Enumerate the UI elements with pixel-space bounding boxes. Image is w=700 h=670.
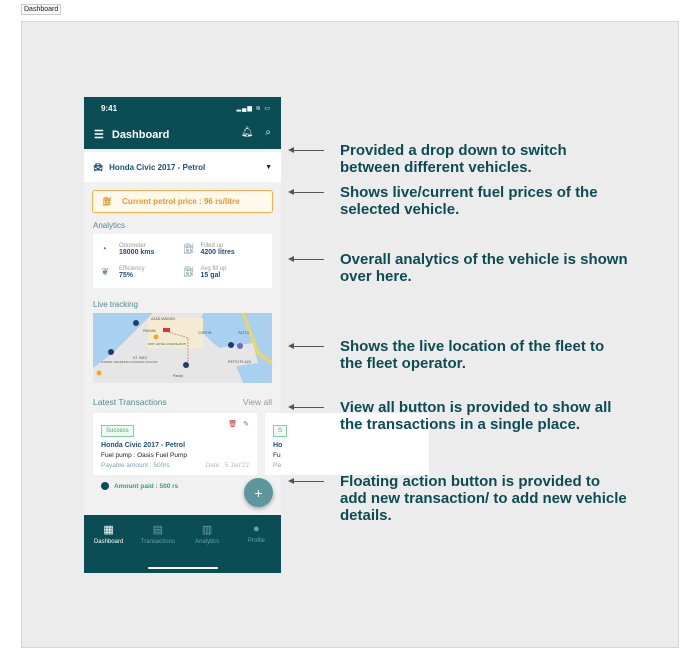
transaction-pump: Fu [273,452,281,459]
map-label: Panaji [173,374,183,378]
bell-icon[interactable]: 🔔︎ [240,127,254,138]
coin-icon [101,482,109,490]
fuel-pump-icon: ⛽︎ [182,244,196,255]
vehicle-selected: Honda Civic 2017 - Petrol [109,162,206,172]
live-map[interactable] [93,313,272,383]
search-icon[interactable]: ⌕ [265,127,271,138]
stat-value: 75% [119,272,134,279]
map-label: CAMPAL NAVKETAN HOUSING COLONY [101,360,158,364]
annotation-text: Provided a drop down to switch between different vehicles. [340,142,567,176]
app-header [84,97,281,149]
map-label: AZAD MAIDAN [151,317,175,321]
amount-paid: Amount paid : 500 rs [114,482,179,490]
fuel-price-banner [92,190,273,213]
nav-transactions[interactable] [133,523,182,573]
nav-label: Transactions [140,539,175,545]
fuel-price-text: Current petrol price : 96 rs/litre [122,197,240,206]
fuel-charge-icon: ⛽︎ [182,267,196,278]
transaction-pump: Fuel pump : Oasis Fuel Pump [101,452,187,459]
nav-label: Profile [247,538,265,544]
payable-amount: Payable amount : 500rs [101,462,170,469]
annotation [290,251,630,285]
map-label: CORTIN [198,331,212,335]
transactions-title: Latest Transactions [93,397,167,407]
nav-analytics[interactable] [183,523,232,573]
status-icons: ▂▄▆ ≋ ▭ [236,106,271,112]
stat-value: 18000 kms [119,249,155,256]
stat-label: Filled up [200,243,224,249]
arrow-icon [290,346,324,347]
transactions-carousel[interactable] [93,413,281,475]
vehicle-dropdown[interactable] [84,152,281,182]
analytics-title: Analytics [93,221,126,230]
map-label: OPP. HOTEL MANOSHANTI [148,342,187,346]
status-badge: Success [101,425,134,437]
arrow-icon [290,259,324,260]
stat-label: Avg fill up [200,266,227,272]
nav-profile[interactable] [232,523,281,573]
tab-dashboard[interactable]: Dashboard [21,4,61,15]
annotation-text: Shows live/current fuel prices of the selected vehicle. [340,184,598,218]
transaction-vehicle: Honda Civic 2017 - Petrol [101,442,186,449]
annotation-text: Shows the live location of the fleet to the fleet operator. [340,338,605,372]
gauge-icon: ◔ [101,244,108,255]
analytics-card [93,234,272,288]
map-label: PATTO PLAZA [228,360,252,364]
map-label: PATTO [238,331,250,335]
annotation [290,184,630,218]
delete-icon[interactable]: 🗑︎ [228,421,238,428]
view-all-button[interactable]: View all [242,397,272,407]
stat-label: Efficiency [119,266,145,272]
page-title: Dashboard [111,128,170,141]
edit-icon[interactable]: ✎ [243,421,249,428]
status-badge: S [273,425,287,437]
status-time: 9:41 [101,104,118,113]
nav-dashboard[interactable] [84,523,133,573]
annotation [290,473,630,524]
nav-label: Dashboard [93,539,124,545]
stat-value: 15 gal [200,272,221,279]
car-icon: 🚘︎ [93,162,104,172]
wallet-icon: ▤ [152,524,164,536]
annotation-text: View all button is provided to show all the transactions in a single place. [340,399,612,433]
leaf-icon: ❦ [101,267,110,278]
arrow-icon [290,407,324,408]
stat-value: 4200 litres [200,249,235,256]
map-label: PANJIM [143,329,156,333]
payable-amount: Pa [273,462,281,469]
annotation [290,399,630,433]
annotation [290,338,630,372]
transaction-date: Date : 5 Jan'22 [205,462,249,469]
transaction-vehicle: Ho [273,442,283,449]
dashboard-icon: ▦ [103,524,114,536]
arrow-icon [290,481,324,482]
chevron-down-icon: ▼ [265,163,272,171]
bottom-nav [84,515,281,573]
add-fab-button[interactable]: + [244,478,273,507]
fuel-pump-icon: ⛽︎ [102,197,113,206]
menu-icon[interactable]: ☰ [94,129,104,141]
stat-label: Odometer [119,243,146,249]
user-icon: ● [253,523,260,535]
arrow-icon [290,192,324,193]
annotation-text: Floating action button is provided to add new transaction/ to add new vehicle details. [340,473,627,524]
nav-label: Analytics [195,539,220,545]
bar-chart-icon: ▥ [201,524,213,536]
annotation-text: Overall analytics of the vehicle is shown over here. [340,251,628,285]
home-indicator [148,567,218,569]
arrow-icon [290,150,324,151]
live-tracking-title: Live tracking [93,300,138,309]
transaction-card[interactable] [93,413,257,475]
annotation [290,142,630,176]
map-label: ST. INEZ [133,356,148,360]
